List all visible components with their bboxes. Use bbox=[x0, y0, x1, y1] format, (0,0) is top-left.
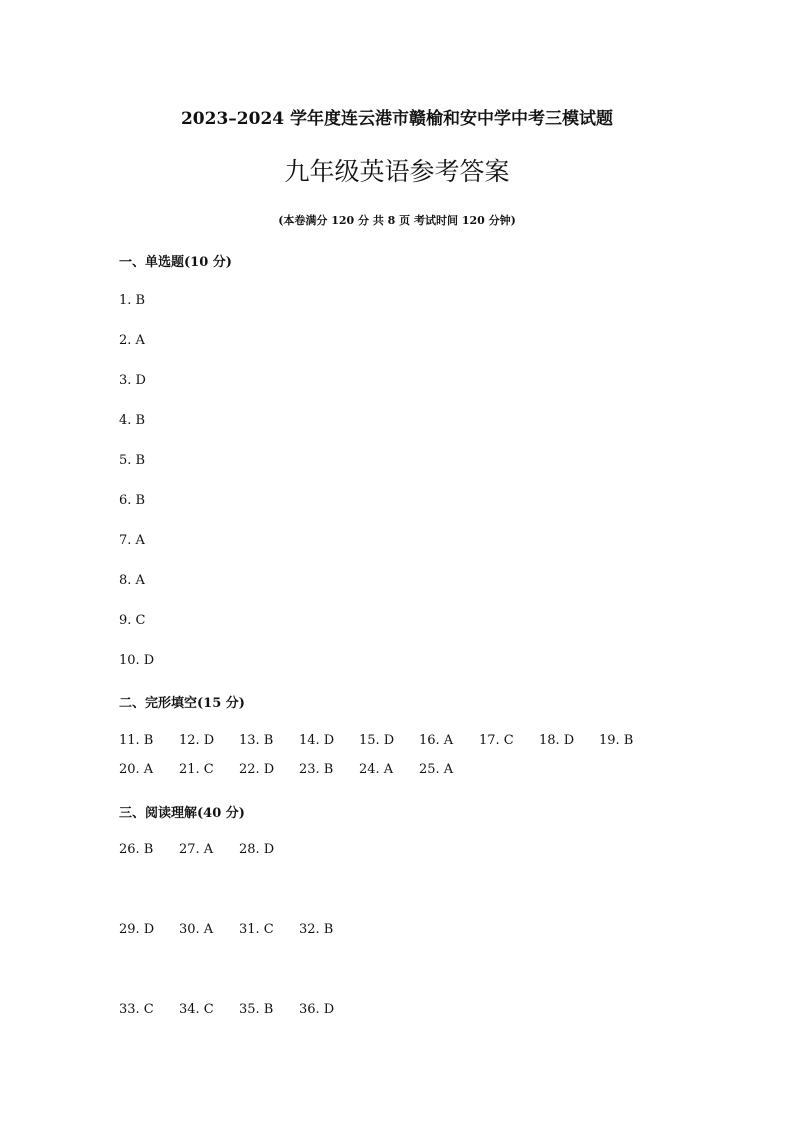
answer-item: 16. A bbox=[419, 733, 454, 748]
answer-item: 2. A bbox=[119, 333, 145, 348]
page-title: 九年级英语参考答案 bbox=[284, 157, 510, 186]
answer-item: 36. D bbox=[299, 1002, 335, 1017]
answer-item: 15. D bbox=[359, 733, 395, 748]
answer-item: 19. B bbox=[599, 733, 634, 748]
answer-item: 3. D bbox=[119, 373, 146, 388]
answer-row bbox=[119, 733, 659, 748]
answer-item: 32. B bbox=[299, 922, 334, 937]
answer-item: 28. D bbox=[239, 842, 275, 857]
answer-item: 31. C bbox=[239, 922, 274, 937]
answer-row bbox=[119, 1002, 359, 1017]
answer-item: 30. A bbox=[179, 922, 214, 937]
answer-item: 13. B bbox=[239, 733, 274, 748]
answer-item: 17. C bbox=[479, 733, 514, 748]
answer-item: 35. B bbox=[239, 1002, 274, 1017]
answer-item: 23. B bbox=[299, 762, 334, 777]
answer-item: 8. A bbox=[119, 573, 145, 588]
answer-item: 20. A bbox=[119, 762, 154, 777]
answer-item: 10. D bbox=[119, 653, 155, 668]
answer-item: 11. B bbox=[119, 733, 154, 748]
answer-item: 24. A bbox=[359, 762, 394, 777]
exam-title: 2023–2024 学年度连云港市赣榆和安中学中考三模试题 bbox=[180, 109, 614, 129]
answer-row bbox=[119, 762, 479, 777]
answer-item: 22. D bbox=[239, 762, 275, 777]
answer-item: 18. D bbox=[539, 733, 575, 748]
answer-item: 14. D bbox=[299, 733, 335, 748]
section-heading-reading: 三、阅读理解(40 分) bbox=[119, 806, 245, 821]
answer-item: 34. C bbox=[179, 1002, 214, 1017]
exam-note: (本卷满分 120 分 共 8 页 考试时间 120 分钟) bbox=[278, 214, 516, 227]
answer-item: 29. D bbox=[119, 922, 155, 937]
answer-item: 12. D bbox=[179, 733, 215, 748]
answer-item: 1. B bbox=[119, 293, 146, 308]
answer-item: 9. C bbox=[119, 613, 146, 628]
answer-item: 27. A bbox=[179, 842, 214, 857]
answer-item: 7. A bbox=[119, 533, 145, 548]
answer-row bbox=[119, 842, 299, 857]
section-heading-cloze: 二、完形填空(15 分) bbox=[119, 696, 245, 711]
section-heading-single-choice: 一、单选题(10 分) bbox=[119, 255, 232, 270]
answer-item: 25. A bbox=[419, 762, 454, 777]
answer-item: 21. C bbox=[179, 762, 214, 777]
answer-row bbox=[119, 922, 359, 937]
answer-item: 5. B bbox=[119, 453, 146, 468]
answer-item: 4. B bbox=[119, 413, 146, 428]
answer-item: 6. B bbox=[119, 493, 146, 508]
answer-item: 26. B bbox=[119, 842, 154, 857]
answer-item: 33. C bbox=[119, 1002, 154, 1017]
